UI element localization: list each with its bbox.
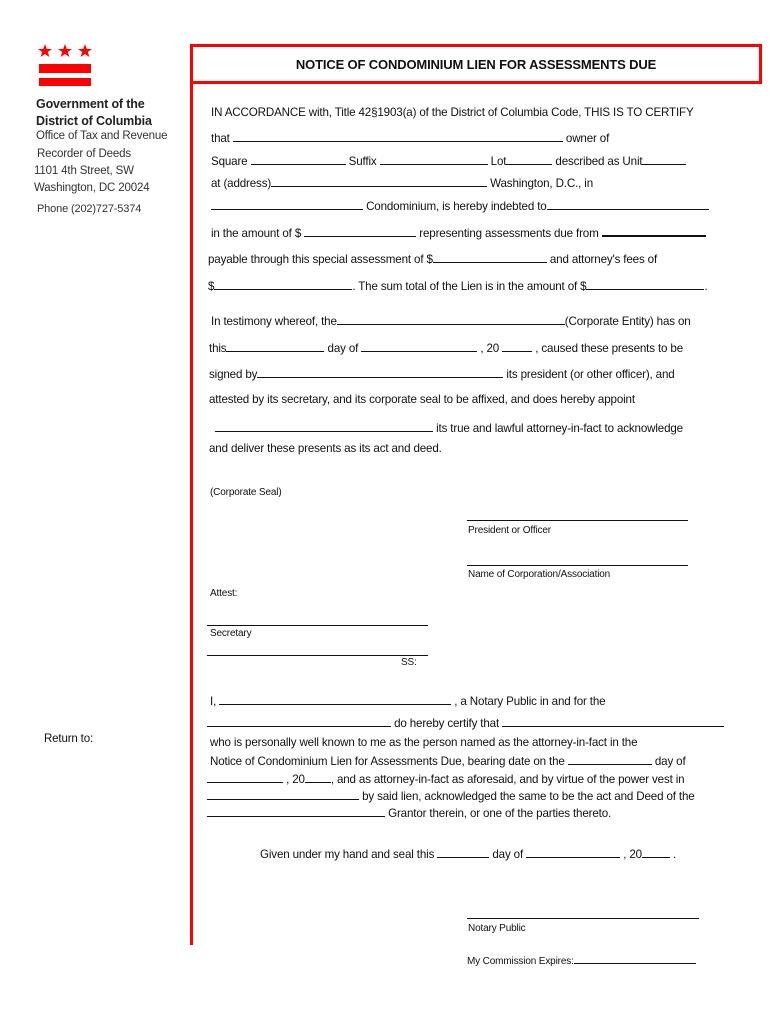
line-10 (209, 340, 683, 356)
line-5 (211, 198, 709, 214)
text-segment: Condominium, is hereby indebted to (363, 200, 547, 213)
line-4 (211, 175, 593, 191)
text-segment: . (704, 280, 708, 293)
secretary-signature-line[interactable] (207, 625, 428, 626)
notary-line-5 (207, 771, 684, 787)
text-segment: , 20 (620, 848, 642, 861)
notary-line-3: who is personally well known to me as the person named as the attorney-in-fact in the (210, 736, 638, 749)
street-address: 1101 4th Street, SW (34, 165, 134, 177)
bearing-month-field[interactable] (207, 771, 283, 783)
notary-signature-line[interactable] (467, 918, 699, 919)
notary-name-field[interactable] (219, 693, 451, 705)
text-segment: day of (651, 755, 686, 768)
text-segment: that (211, 132, 230, 145)
text-segment: In testimony whereof, the (211, 315, 337, 328)
star-icon (78, 44, 92, 57)
lien-total-field[interactable] (586, 278, 704, 290)
given-year-field[interactable] (642, 846, 670, 858)
unit-field[interactable] (642, 153, 686, 165)
text-segment: My Commission Expires: (467, 956, 574, 967)
given-line (260, 846, 676, 862)
office-name: Office of Tax and Revenue (36, 130, 168, 142)
line-12: attested by its secretary, and its corporate seal to be affixed, and does hereby appoint (209, 393, 635, 406)
text-segment: described as Unit (552, 155, 643, 168)
jurisdiction-field[interactable] (207, 715, 391, 727)
attorney-fees-field[interactable] (214, 278, 352, 290)
dc-flag-logo (38, 44, 92, 88)
document-title: NOTICE OF CONDOMINIUM LIEN FOR ASSESSMENTS DUE (295, 56, 657, 72)
line-6 (211, 224, 706, 241)
text-segment: and attorney's fees of (546, 253, 658, 266)
ss-line[interactable] (207, 655, 428, 656)
text-segment: , and as attorney-in-fact as aforesaid, and by virtue of the power vest in (330, 773, 685, 786)
lot-field[interactable] (506, 153, 552, 165)
month-field[interactable] (361, 340, 477, 352)
text-segment: Given under my hand and seal this (260, 848, 438, 861)
phone: Phone (202)727-5374 (37, 203, 142, 215)
text-segment: Grantor therein, or one of the parties thereto. (385, 807, 612, 820)
text-segment: Notice of Condominium Lien for Assessments Due, bearing date on the (210, 755, 568, 768)
city-address: Washington, DC 20024 (34, 182, 150, 194)
line-7 (208, 251, 657, 267)
line-8 (208, 278, 708, 294)
due-from-field[interactable] (602, 224, 706, 237)
return-to-label: Return to: (44, 733, 93, 745)
line-1: IN ACCORDANCE with, Title 42§1903(a) of the District of Columbia Code, THIS IS TO CERTIFY (211, 106, 694, 119)
address-field[interactable] (271, 175, 487, 187)
line-3 (211, 153, 686, 169)
line-14: and deliver these presents as its act and deed. (209, 442, 442, 455)
text-segment: do hereby certify that (391, 717, 503, 730)
text-segment: day of (324, 342, 362, 355)
text-segment: in the amount of $ (211, 227, 305, 240)
given-day-field[interactable] (437, 846, 489, 858)
bearing-year-field[interactable] (305, 771, 331, 783)
signed-by-field[interactable] (257, 366, 503, 378)
text-segment: , 20 (283, 773, 305, 786)
text-segment: signed by (209, 368, 258, 381)
gov-name-2: District of Columbia (36, 114, 152, 128)
owner-field[interactable] (233, 130, 563, 142)
day-field[interactable] (226, 340, 324, 352)
condominium-field[interactable] (211, 198, 363, 210)
president-signature-line[interactable] (467, 520, 688, 521)
attest-label: Attest: (210, 588, 238, 599)
line-9 (211, 313, 691, 329)
text-segment: its true and lawful attorney-in-fact to acknowledge (433, 422, 683, 435)
line-11 (209, 366, 675, 382)
text-segment: payable through this special assessment of $ (208, 253, 433, 266)
text-segment: its president (or other officer), and (503, 368, 675, 381)
notary-line-1 (210, 693, 605, 709)
line-13 (215, 420, 683, 436)
text-segment: $ (208, 280, 215, 293)
text-segment: this (209, 342, 227, 355)
special-assessment-field[interactable] (433, 251, 547, 263)
text-segment: (Corporate Entity) has on (564, 315, 691, 328)
star-icon (38, 44, 52, 57)
notary-line-6 (207, 788, 695, 804)
commission-expires (467, 954, 696, 969)
text-segment: Suffix (345, 155, 380, 168)
secretary-label: Secretary (210, 628, 252, 639)
text-segment: owner of (562, 132, 610, 145)
text-segment: day of (489, 848, 527, 861)
text-segment: representing assessments due from (416, 227, 602, 240)
corporation-name-label: Name of Corporation/Association (468, 569, 611, 580)
text-segment: Washington, D.C., in (487, 177, 594, 190)
amount-field[interactable] (304, 225, 416, 237)
square-field[interactable] (251, 153, 346, 165)
title-box (190, 44, 762, 84)
line-2 (211, 130, 609, 146)
notary-line-7 (207, 805, 611, 821)
corporation-name-line[interactable] (467, 565, 688, 566)
corporate-seal-label: (Corporate Seal) (210, 487, 282, 498)
year-field[interactable] (502, 340, 532, 352)
notary-line-2 (207, 715, 724, 731)
suffix-field[interactable] (380, 153, 488, 165)
commission-expires-field[interactable] (574, 954, 696, 964)
bearing-date-field[interactable] (568, 753, 652, 765)
text-segment: . The sum total of the Lien is in the amount of $ (352, 280, 587, 293)
certify-name-field[interactable] (502, 715, 724, 727)
text-segment: , caused these presents to be (532, 342, 683, 355)
text-segment: Lot (487, 155, 507, 168)
text-segment: Square (211, 155, 251, 168)
notary-public-label: Notary Public (468, 923, 526, 934)
text-segment: at (address) (211, 177, 272, 190)
red-left-rule (190, 80, 193, 945)
ss-label: SS: (401, 657, 417, 668)
grantor-field[interactable] (207, 805, 385, 817)
gov-name-1: Government of the (36, 97, 145, 111)
indebted-to-field[interactable] (547, 198, 709, 210)
text-segment: I, (210, 695, 220, 708)
corporate-entity-field[interactable] (337, 313, 565, 325)
president-label: President or Officer (468, 525, 551, 536)
given-month-field[interactable] (526, 846, 620, 858)
text-segment: , a Notary Public in and for the (451, 695, 606, 708)
attorney-in-fact-field[interactable] (215, 420, 433, 432)
recorder-name: Recorder of Deeds (37, 148, 131, 160)
notary-line-4 (210, 753, 686, 769)
power-vest-field[interactable] (207, 788, 359, 800)
text-segment: by said lien, acknowledged the same to be the act and Deed of the (359, 790, 695, 803)
text-segment: . (669, 848, 677, 861)
text-segment: , 20 (477, 342, 503, 355)
star-icon (58, 44, 72, 57)
